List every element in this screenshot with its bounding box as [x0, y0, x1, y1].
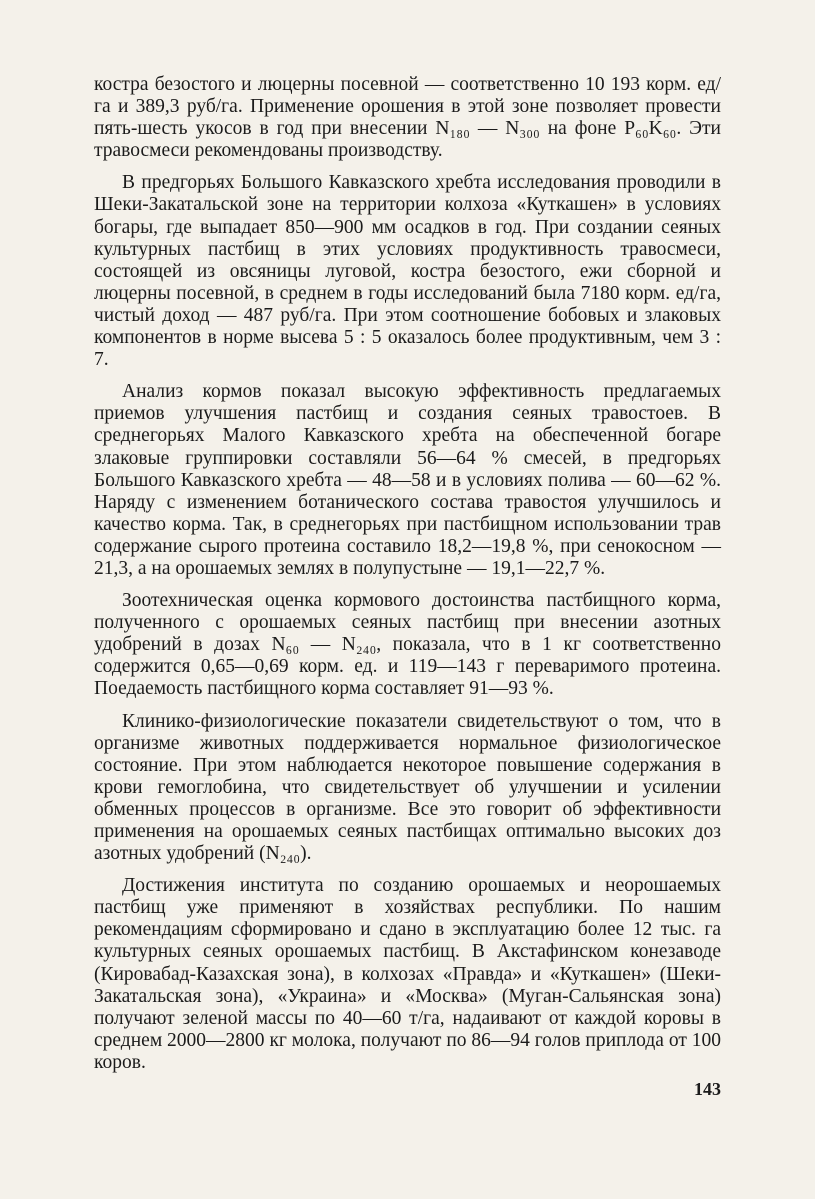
paragraph-2: В предгорьях Большого Кавказского хребта исследования проводили в Шеки-Закатальской зоне на территории колхоза «Куткашен» в условиях богары, где выпадает 850—900 мм осадков в год. При создании сеяных культурных пастбищ в этих условиях продуктивность травосмеси, состоящей из овсяницы луговой, костра безостого, ежи сборной и люцерны посевной, в среднем в годы исследований была 7180 корм. ед/га, чистый доход — 487 руб/га. При этом соотношение бобовых и злаковых компонентов в норме высева 5 : 5 оказалось более продуктивным, чем 3 : 7.: [94, 172, 721, 371]
paragraph-5: Клинико-физиологические показатели свидетельствуют о том, что в организме животных поддерживается нормальное физиологическое состояние. При этом наблюдается некоторое повышение содержания в крови гемоглобина, что свидетельствует об улучшении и усилении обменных процессов в организме. Все это говорит об эффективности применения на орошаемых сеяных пастбищах оптимально высоких доз азотных удобрений (N₂₄₀).: [94, 710, 721, 865]
paragraph-4: Зоотехническая оценка кормового достоинства пастбищного корма, полученного с орошаемых сеяных пастбищ при внесении азотных удобрений в дозах N₆₀ — N₂₄₀, показала, что в 1 кг соответственно содержится 0,65—0,69 корм. ед. и 119—143 г переваримого протеина. Поедаемость пастбищного корма составляет 91—93 %.: [94, 590, 721, 700]
paragraph-3: Анализ кормов показал высокую эффективность предлагаемых приемов улучшения пастбищ и создания сеяных травостоев. В среднегорьях Малого Кавказского хребта на обеспеченной богаре злаковые группировки составляли 56—64 % смесей, в предгорьях Большого Кавказского хребта — 48—58 и в условиях полива — 60—62 %. Наряду с изменением ботанического состава травостоя улучшилось и качество корма. Так, в среднегорьях при пастбищном использовании трав содержание сырого протеина составило 18,2—19,8 %, при сенокосном — 21,3, а на орошаемых землях в полупустыне — 19,1—22,7 %.: [94, 381, 721, 579]
paragraph-6: Достижения института по созданию орошаемых и неорошаемых пастбищ уже применяют в хозяйствах республики. По нашим рекомендациям сформировано и сдано в эксплуатацию более 12 тыс. га культурных сеяных орошаемых пастбищ. В Акстафинском конезаводе (Кировабад-Казахская зона), в колхозах «Правда» и «Куткашен» (Шеки-Закатальская зона), «Украина» и «Москва» (Муган-Сальянская зона) получают зеленой массы по 40—60 т/га, надаивают от каждой коровы в среднем 2000—2800 кг молока, получают по 86—94 голов приплода от 100 коров.: [94, 875, 721, 1073]
page-body: [94, 74, 721, 1084]
page-number: 143: [694, 1079, 721, 1099]
paragraph-1: костра безостого и люцерны посевной — соответственно 10 193 корм. ед/га и 389,3 руб/га. Применение орошения в этой зоне позволяет провести пять-шесть укосов в год при внесении N₁₈₀ — N₃₀₀ на фоне P₆₀K₆₀. Эти травосмеси рекомендованы производству.: [94, 74, 721, 162]
